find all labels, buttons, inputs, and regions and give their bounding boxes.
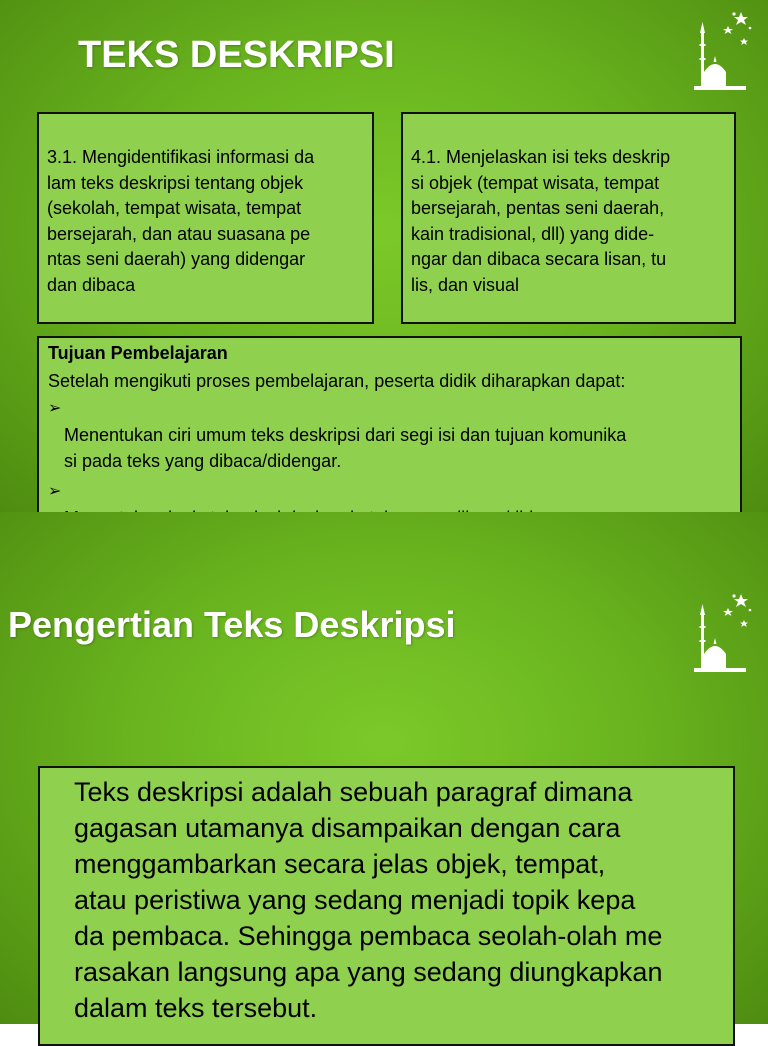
- arrow-bullet-icon: ➢: [48, 483, 62, 500]
- goal-item: [48, 396, 732, 474]
- kd-3-1-box: [37, 112, 374, 324]
- arrow-bullet-icon: ➢: [48, 400, 62, 417]
- definition-box: [38, 766, 735, 1046]
- slide-pengertian: [0, 512, 768, 1024]
- crescent-mosque-icon: [664, 6, 764, 102]
- goals-intro: Setelah mengikuti proses pembelajaran, peserta didik diharapkan dapat:: [48, 371, 626, 391]
- slide-teks-deskripsi: [0, 0, 768, 512]
- goals-title: Tujuan Pembelajaran: [48, 343, 228, 363]
- kd-4-1-text: 4.1. Menjelaskan isi teks deskrip si objek (tempat wisata, tempat bersejarah, pentas seni daerah, kain tradisional, dll) yang dide- ngar dan dibaca secara lisan, tu lis, dan visual: [411, 147, 671, 295]
- slide-title: TEKS DESKRIPSI: [78, 34, 395, 76]
- slide-title: Pengertian Teks Deskripsi: [8, 604, 456, 645]
- goal-item-text: Menentukan ciri umum teks deskripsi dari segi isi dan tujuan komunika si pada teks yang dibaca/didengar.: [64, 425, 627, 471]
- kd-3-1-text: 3.1. Mengidentifikasi informasi da lam teks deskripsi tentang objek (sekolah, tempat wisata, tempat bersejarah, dan atau suasana pe ntas seni daerah) yang didengar dan dibaca: [47, 147, 315, 295]
- crescent-mosque-icon: [664, 588, 764, 684]
- definition-text: Teks deskripsi adalah sebuah paragraf dimana gagasan utamanya disampaikan dengan cara menggambarkan secara jelas objek, tempat, atau peristiwa yang sedang menjadi topik kepa da pembaca. Sehingga pembaca seolah-olah me rasakan langsung apa yang sedang diungkapkan dalam teks tersebut.: [74, 777, 663, 1023]
- kd-4-1-box: [401, 112, 736, 324]
